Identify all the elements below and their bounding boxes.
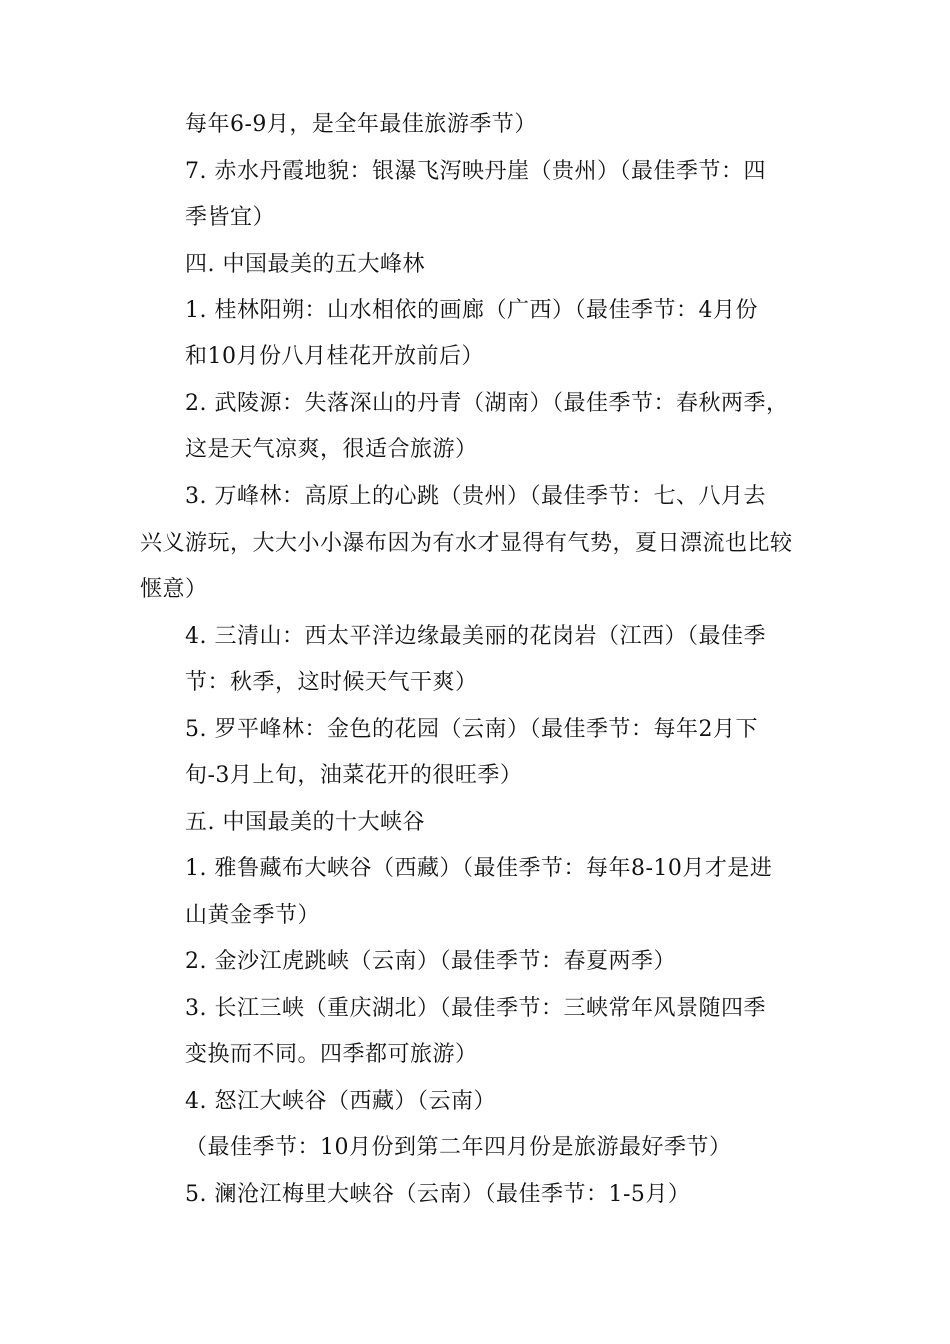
list-item: 7. 赤水丹霞地貌：银瀑飞泻映丹崖（贵州）（最佳季节：四 xyxy=(185,159,766,184)
list-item: 2. 金沙江虎跳峡（云南）（最佳季节：春夏两季） xyxy=(185,949,676,974)
text-line: 每年6-9月，是全年最佳旅游季节） xyxy=(185,112,537,137)
list-item: 3. 万峰林：高原上的心跳（贵州）（最佳季节：七、八月去 xyxy=(185,484,766,509)
text-line: 季皆宜） xyxy=(185,205,276,230)
list-item: 1. 桂林阳朔：山水相依的画廊（广西）（最佳季节：4月份 xyxy=(185,298,758,323)
text-line: 和10月份八月桂花开放前后） xyxy=(185,344,484,369)
text-line: 旬-3月上旬，油菜花开的很旺季） xyxy=(185,763,523,788)
section-heading: 五. 中国最美的十大峡谷 xyxy=(185,810,425,835)
list-item: 2. 武陵源：失落深山的丹青（湖南）（最佳季节：春秋两季， xyxy=(185,391,789,416)
list-item: 4. 三清山：西太平洋边缘最美丽的花岗岩（江西）（最佳季 xyxy=(185,624,766,649)
list-item: 5. 澜沧江梅里大峡谷（云南）（最佳季节：1-5月） xyxy=(185,1182,691,1207)
list-item: 4. 怒江大峡谷（西藏）（云南） xyxy=(185,1089,496,1114)
text-line: 山黄金季节） xyxy=(185,903,321,928)
text-line: 惬意） xyxy=(140,577,208,602)
list-item: 5. 罗平峰林：金色的花园（云南）（最佳季节：每年2月下 xyxy=(185,717,758,742)
text-line: 节：秋季，这时候天气干爽） xyxy=(185,670,478,695)
section-heading: 四. 中国最美的五大峰林 xyxy=(185,252,425,277)
list-item: 3. 长江三峡（重庆湖北）（最佳季节：三峡常年风景随四季 xyxy=(185,996,766,1021)
text-line: （最佳季节：10月份到第二年四月份是旅游最好季节） xyxy=(185,1135,732,1160)
list-item: 1. 雅鲁藏布大峡谷（西藏）（最佳季节：每年8-10月才是进 xyxy=(185,856,773,881)
text-line: 这是天气凉爽，很适合旅游） xyxy=(185,437,478,462)
text-line: 变换而不同。四季都可旅游） xyxy=(185,1042,478,1067)
text-line: 兴义游玩，大大小小瀑布因为有水才显得有气势，夏日漂流也比较 xyxy=(140,531,793,556)
